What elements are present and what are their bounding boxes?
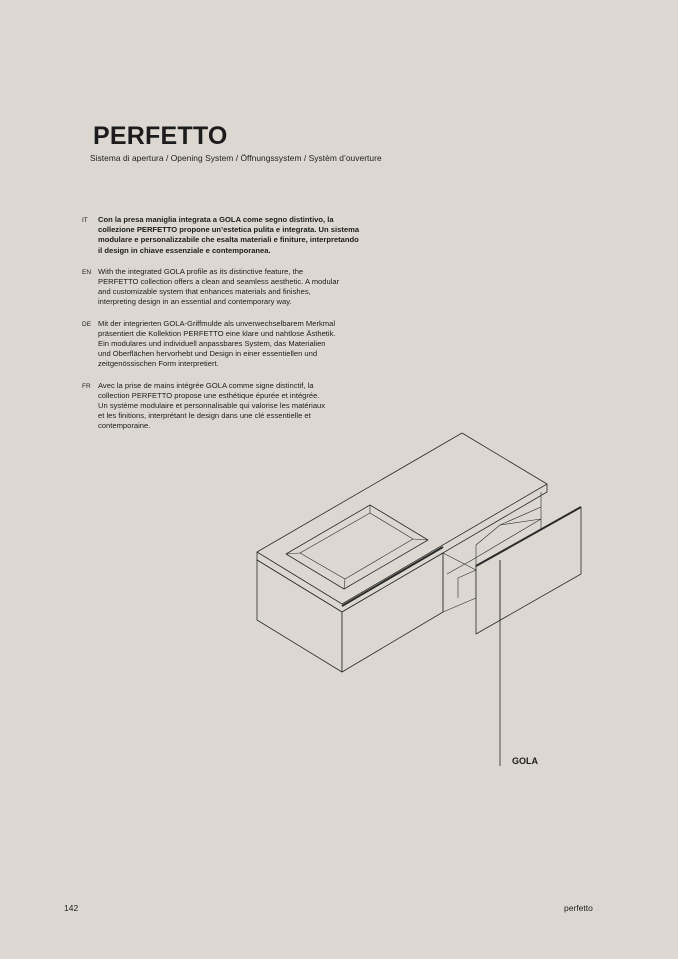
- text-line: Un système modulaire et personnalisable qui valorise les matériaux: [98, 401, 326, 411]
- drawer-interior: [443, 553, 476, 612]
- text-line: Con la presa maniglia integrata a GOLA come segno distintivo, la: [98, 215, 334, 224]
- text-line: collezione PERFETTO propone un’estetica pulita e integrata. Un sistema: [98, 225, 360, 235]
- text-line: il design in chiave essenziale e contemporanea.: [98, 245, 271, 255]
- page-subtitle: Sistema di apertura / Opening System / Öffnungssystem / Systèm d’ouverture: [90, 153, 382, 163]
- text-line: PERFETTO collection offers a clean and seamless aesthetic. A modular: [98, 277, 340, 287]
- lang-code: DE: [82, 320, 92, 328]
- running-title: perfetto: [564, 903, 593, 913]
- text-line: et les finitions, interprétant le design dans une clé essentielle et: [98, 411, 311, 421]
- page-title: PERFETTO: [93, 122, 228, 150]
- text-line: interpreting design in an essential and contemporary way.: [98, 297, 292, 307]
- text-line: Ein modulares und individuell anpassbares System, das Materialien: [98, 339, 326, 349]
- text-line: modulare e personalizzabile che esalta materiali e finiture, interpretando: [98, 235, 359, 245]
- text-line: and customizable system that enhances materials and finishes,: [98, 287, 311, 297]
- text-line: und Oberflächen hervorhebt und Design in einer essentiellen und: [98, 349, 318, 359]
- text-line: präsentiert die Kollektion PERFETTO eine klare und nahtlose Ästhetik.: [98, 328, 336, 338]
- lang-code: FR: [82, 382, 91, 390]
- lang-code: IT: [82, 217, 88, 224]
- lang-code: EN: [82, 268, 92, 276]
- text-line: collection PERFETTO propose une esthétique épurée et intégrée.: [98, 390, 320, 400]
- text-line: Mit der integrierten GOLA-Griffmulde als unverwechselbarem Merkmal: [98, 318, 336, 328]
- gola-callout-label: GOLA: [512, 756, 538, 766]
- page-number: 142: [64, 903, 79, 913]
- text-line: Avec la prise de mains intégrée GOLA comme signe distinctif, la: [98, 380, 314, 390]
- text-line: contemporaine.: [98, 421, 151, 431]
- text-line: With the integrated GOLA profile as its distinctive feature, the: [98, 266, 304, 276]
- drawer-front-open: [476, 507, 581, 634]
- text-line: zeitgenössischen Form interpretiert.: [98, 359, 219, 369]
